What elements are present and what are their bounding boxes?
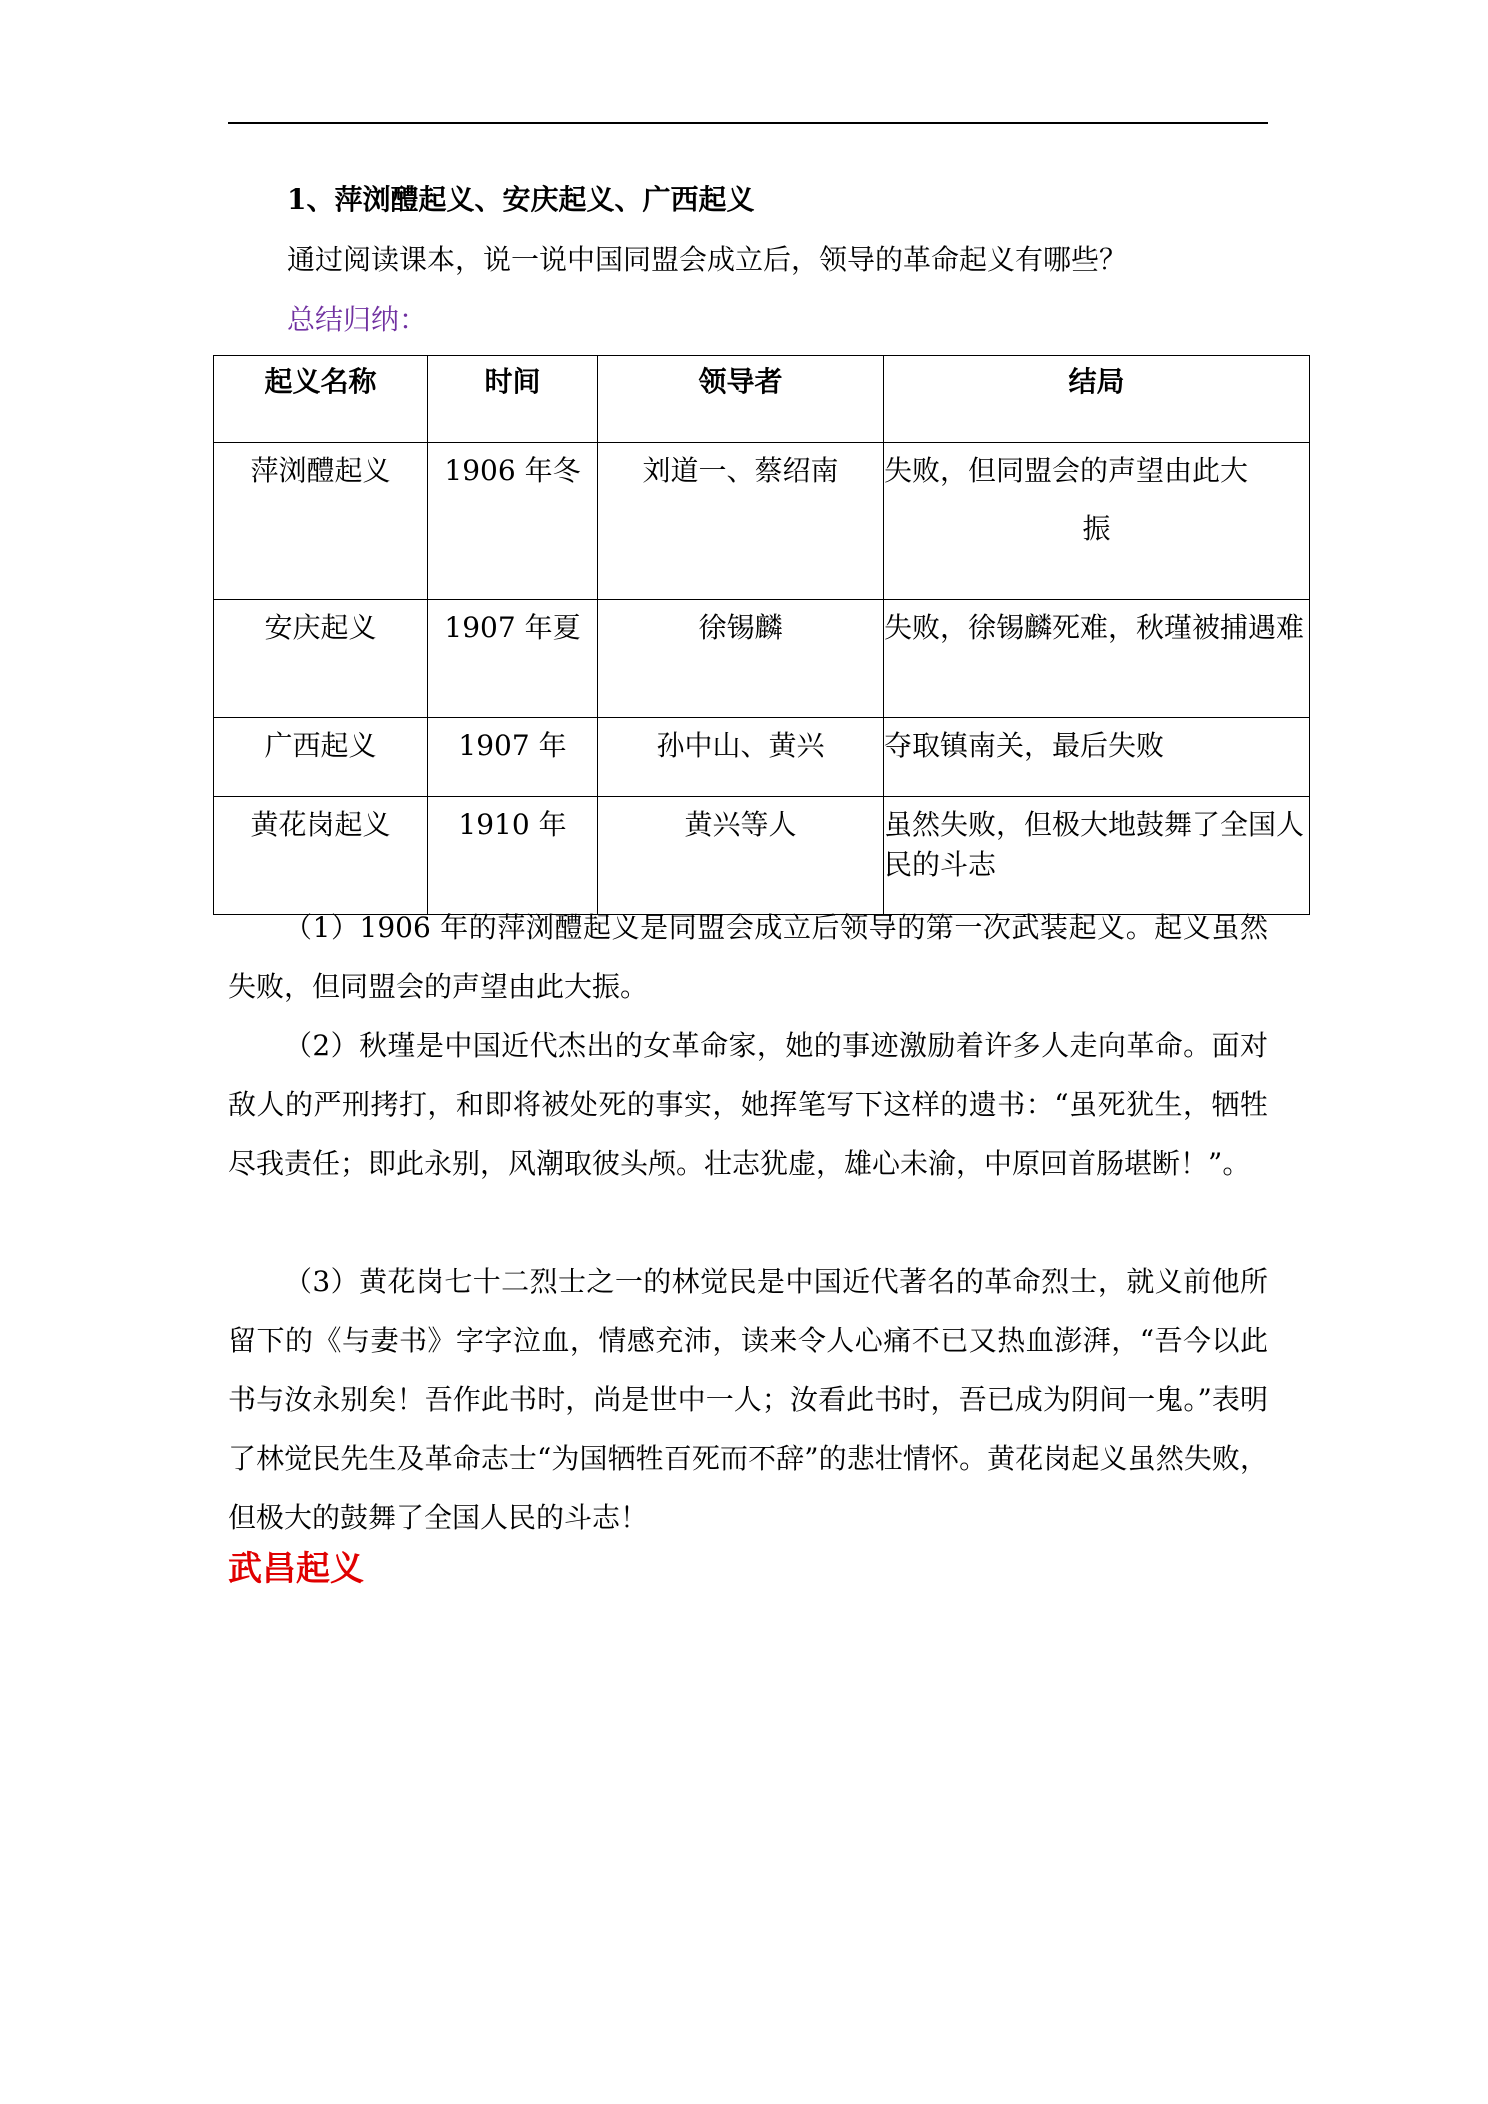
- section-heading: 1、萍浏醴起义、安庆起义、广西起义: [287, 183, 755, 216]
- cell-time: 1906 年冬: [428, 443, 598, 600]
- header-rule: [228, 122, 1268, 124]
- cell-result: 虽然失败，但极大地鼓舞了全国人民的斗志: [884, 797, 1310, 915]
- cell-time: 1910 年: [428, 797, 598, 915]
- cell-leader: 孙中山、黄兴: [598, 718, 884, 797]
- subheading-wuchang: 武昌起义: [228, 1549, 364, 1589]
- paragraph-1: （1）1906 年的萍浏醴起义是同盟会成立后领导的第一次武装起义。起义虽然失败，但同盟会的声望由此大振。: [228, 911, 1268, 1003]
- table-row: [214, 443, 1310, 600]
- table-header-row: [214, 356, 1310, 443]
- paragraph-3: （3）黄花岗七十二烈士之一的林觉民是中国近代著名的革命烈士，就义前他所留下的《与妻书》字字泣血，情感充沛，读来令人心痛不已又热血澎湃，“吾今以此书与汝永别矣！吾作此书时，尚是世中一人；汝看此书时，吾已成为阴间一鬼。”表明了林觉民先生及革命志士“为国牺牲百死而不辞”的悲壮情怀。黄花岗起义虽然失败，但极大的鼓舞了全国人民的斗志！: [228, 1265, 1268, 1534]
- uprisings-table: [213, 355, 1310, 915]
- cell-time: 1907 年夏: [428, 600, 598, 718]
- header-cell-leader: 领导者: [598, 356, 884, 443]
- cell-result: 夺取镇南关，最后失败: [884, 718, 1310, 797]
- question-text: 通过阅读课本，说一说中国同盟会成立后，领导的革命起义有哪些？: [287, 243, 1128, 276]
- cell-leader: 黄兴等人: [598, 797, 884, 915]
- cell-result-line2: 振: [1082, 512, 1111, 545]
- table-row: [214, 718, 1310, 797]
- cell-result-line1: 失败，但同盟会的声望由此大: [884, 454, 1249, 487]
- cell-name: 安庆起义: [214, 600, 428, 718]
- cell-name: 黄花岗起义: [214, 797, 428, 915]
- cell-name: 广西起义: [214, 718, 428, 797]
- paragraph-2: （2）秋瑾是中国近代杰出的女革命家，她的事迹激励着许多人走向革命。面对敌人的严刑拷打，和即将被处死的事实，她挥笔写下这样的遗书：“虽死犹生，牺牲尽我责任；即此永别，风潮取彼头颅。壮志犹虚，雄心未渝，中原回首肠堪断！”。: [228, 1029, 1268, 1180]
- cell-name: 萍浏醴起义: [214, 443, 428, 600]
- cell-result: [884, 443, 1310, 600]
- cell-time: 1907 年: [428, 718, 598, 797]
- cell-leader: 徐锡麟: [598, 600, 884, 718]
- header-cell-result: 结局: [884, 356, 1310, 443]
- table-row: [214, 797, 1310, 915]
- table-row: [214, 600, 1310, 718]
- header-cell-name: 起义名称: [214, 356, 428, 443]
- summary-label: 总结归纳：: [287, 303, 428, 336]
- cell-leader: 刘道一、蔡绍南: [598, 443, 884, 600]
- header-cell-time: 时间: [428, 356, 598, 443]
- cell-result: 失败，徐锡麟死难，秋瑾被捕遇难: [884, 600, 1310, 718]
